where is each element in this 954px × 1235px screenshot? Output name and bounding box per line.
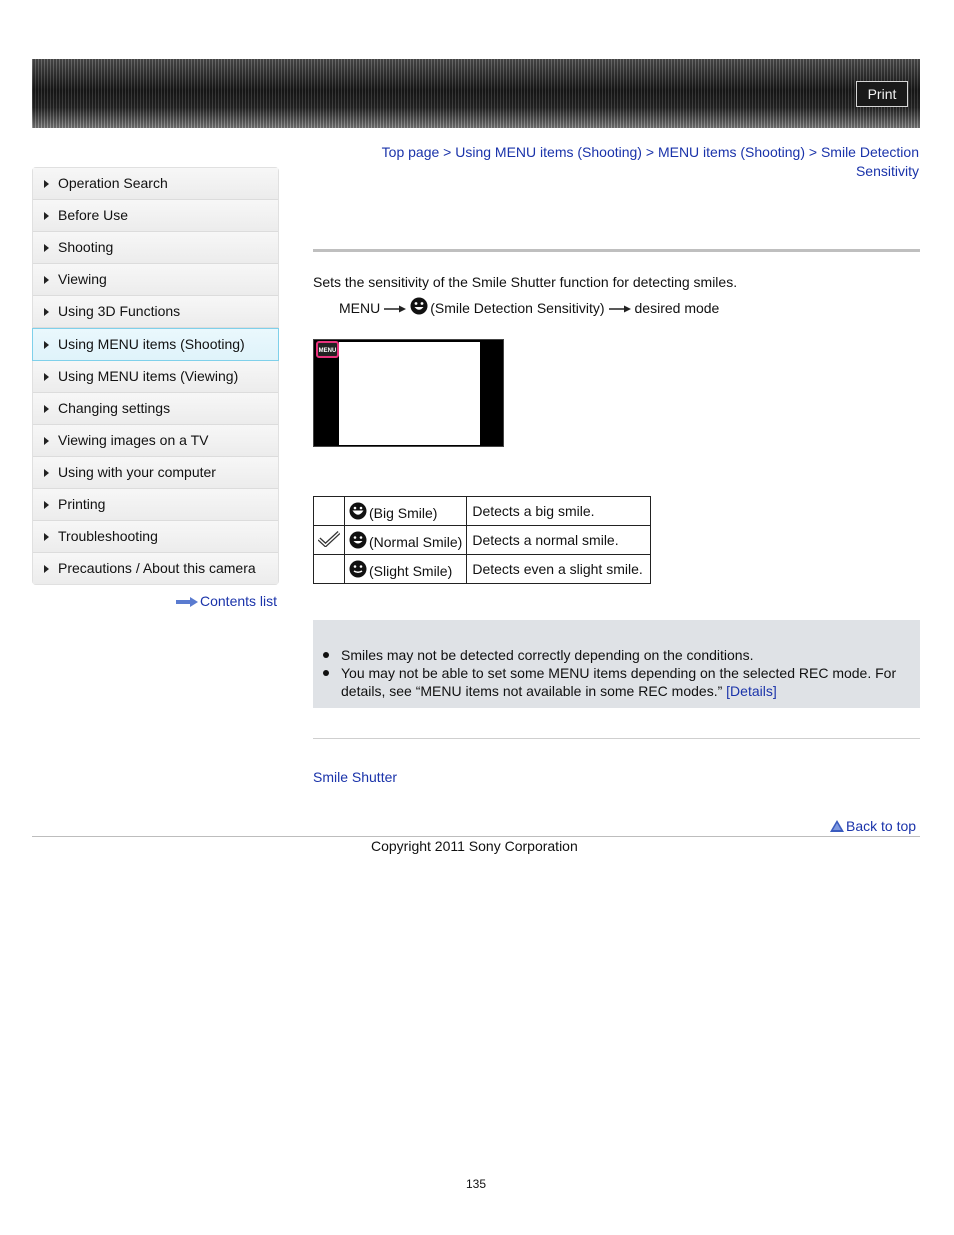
breadcrumb-using-menu-shooting[interactable]: Using MENU items (Shooting): [455, 144, 642, 160]
breadcrumb: [330, 143, 919, 181]
print-button[interactable]: Print: [856, 81, 908, 107]
table-row: [314, 497, 651, 526]
chevron-right-icon: [44, 180, 49, 188]
chevron-right-icon: [44, 244, 49, 252]
default-check-cell: [314, 497, 345, 526]
breadcrumb-separator: >: [645, 144, 655, 160]
sidebar-item-viewing-on-tv[interactable]: [33, 425, 278, 457]
breadcrumb-separator: >: [808, 144, 818, 160]
notes-list: [322, 646, 912, 700]
sidebar-item-label: Printing: [58, 496, 106, 512]
sidebar-nav: [32, 167, 279, 585]
chevron-right-icon: [44, 308, 49, 316]
chevron-right-icon: [44, 501, 49, 509]
sidebar-item-label: Operation Search: [58, 175, 168, 191]
details-link[interactable]: [Details]: [726, 683, 777, 699]
smile-icon: [410, 297, 428, 315]
mode-cell: [345, 526, 467, 555]
mode-description: Detects even a slight smile.: [467, 555, 651, 584]
sidebar-item-shooting[interactable]: [33, 232, 278, 264]
breadcrumb-current-page[interactable]: Smile Detection Sensitivity: [820, 144, 919, 179]
sidebar-item-changing-settings[interactable]: [33, 393, 278, 425]
bullet-icon: [323, 670, 329, 676]
sidebar-item-precautions[interactable]: [33, 553, 278, 584]
breadcrumb-separator: >: [443, 144, 452, 160]
contents-list-link[interactable]: [176, 593, 277, 609]
menu-button-icon: MENU: [316, 341, 339, 358]
chevron-right-icon: [44, 533, 49, 541]
mode-description: Detects a big smile.: [467, 497, 651, 526]
chevron-right-icon: [44, 405, 49, 413]
checkmark-icon: [318, 531, 340, 547]
list-item: [322, 664, 912, 700]
mode-cell: [345, 497, 467, 526]
footer-divider: [32, 836, 920, 837]
mode-cell: [345, 555, 467, 584]
chevron-right-icon: [44, 469, 49, 477]
menu-path: [339, 297, 719, 318]
default-check-cell: [314, 555, 345, 584]
sidebar-item-label: Changing settings: [58, 400, 171, 416]
chevron-right-icon: [44, 437, 49, 445]
sidebar-item-troubleshooting[interactable]: [33, 521, 278, 553]
header-banner: [32, 59, 920, 128]
menu-path-end: desired mode: [634, 300, 720, 316]
sidebar-item-label: Using MENU items (Shooting): [58, 336, 245, 352]
camera-screen-image: [313, 339, 504, 447]
arrow-right-icon: [176, 597, 198, 607]
page-description: Sets the sensitivity of the Smile Shutter function for detecting smiles.: [313, 274, 738, 290]
related-link-smile-shutter[interactable]: Smile Shutter: [313, 769, 398, 785]
sidebar-item-label: Using MENU items (Viewing): [58, 368, 239, 384]
menu-path-menu: MENU: [339, 300, 381, 316]
mode-description: Detects a normal smile.: [467, 526, 651, 555]
sidebar-item-label: Viewing images on a TV: [58, 432, 209, 448]
back-to-top-link[interactable]: [830, 818, 916, 834]
sidebar-item-label: Before Use: [58, 207, 129, 223]
screen-display-area: [339, 342, 480, 445]
slight-smile-icon: [349, 560, 367, 578]
sidebar-item-label: Using 3D Functions: [58, 303, 181, 319]
breadcrumb-menu-items-shooting[interactable]: MENU items (Shooting): [657, 144, 805, 160]
note-text: Smiles may not be detected correctly depending on the conditions.: [341, 647, 754, 663]
copyright-text: Copyright 2011 Sony Corporation: [371, 838, 578, 854]
chevron-right-icon: [44, 341, 49, 349]
title-divider: [313, 249, 920, 252]
sidebar-item-viewing[interactable]: [33, 264, 278, 296]
sidebar-item-label: Using with your computer: [58, 464, 216, 480]
default-check-cell: [314, 526, 345, 555]
arrow-right-icon: [609, 304, 631, 314]
sidebar-item-label: Shooting: [58, 239, 114, 255]
sidebar-item-menu-viewing[interactable]: [33, 361, 278, 393]
sidebar-item-label: Troubleshooting: [58, 528, 158, 544]
bullet-icon: [323, 652, 329, 658]
mode-label: (Normal Smile): [369, 533, 463, 550]
sidebar-item-3d-functions[interactable]: [33, 296, 278, 328]
mode-label: (Big Smile): [369, 504, 438, 521]
sidebar-item-label: Viewing: [58, 271, 107, 287]
sidebar-item-before-use[interactable]: [33, 200, 278, 232]
chevron-right-icon: [44, 565, 49, 573]
sidebar-item-label: Precautions / About this camera: [58, 560, 256, 576]
menu-path-item: (Smile Detection Sensitivity): [430, 300, 605, 316]
sidebar-item-computer[interactable]: [33, 457, 278, 489]
sidebar-item-operation-search[interactable]: [33, 168, 278, 200]
related-divider: [313, 738, 920, 739]
arrow-right-icon: [384, 304, 406, 314]
big-smile-icon: [349, 502, 367, 520]
sidebar-item-menu-shooting[interactable]: [32, 328, 279, 361]
note-text: You may not be able to set some MENU items depending on the selected REC mode. For details, see “MENU items not available in some REC modes.”: [341, 665, 897, 699]
normal-smile-icon: [349, 531, 367, 549]
chevron-right-icon: [44, 212, 49, 220]
notes-box: [313, 620, 920, 708]
chevron-right-icon: [44, 276, 49, 284]
contents-list-label: Contents list: [200, 593, 278, 609]
back-to-top-label: Back to top: [846, 818, 917, 834]
page-number: 135: [466, 1177, 487, 1191]
triangle-up-icon: [830, 820, 844, 832]
chevron-right-icon: [44, 373, 49, 381]
table-row: [314, 526, 651, 555]
list-item: [322, 646, 912, 664]
smile-mode-table: [313, 496, 651, 584]
mode-label: (Slight Smile): [369, 562, 453, 579]
breadcrumb-top-page[interactable]: Top page: [381, 144, 440, 160]
table-row: [314, 555, 651, 584]
sidebar-item-printing[interactable]: [33, 489, 278, 521]
